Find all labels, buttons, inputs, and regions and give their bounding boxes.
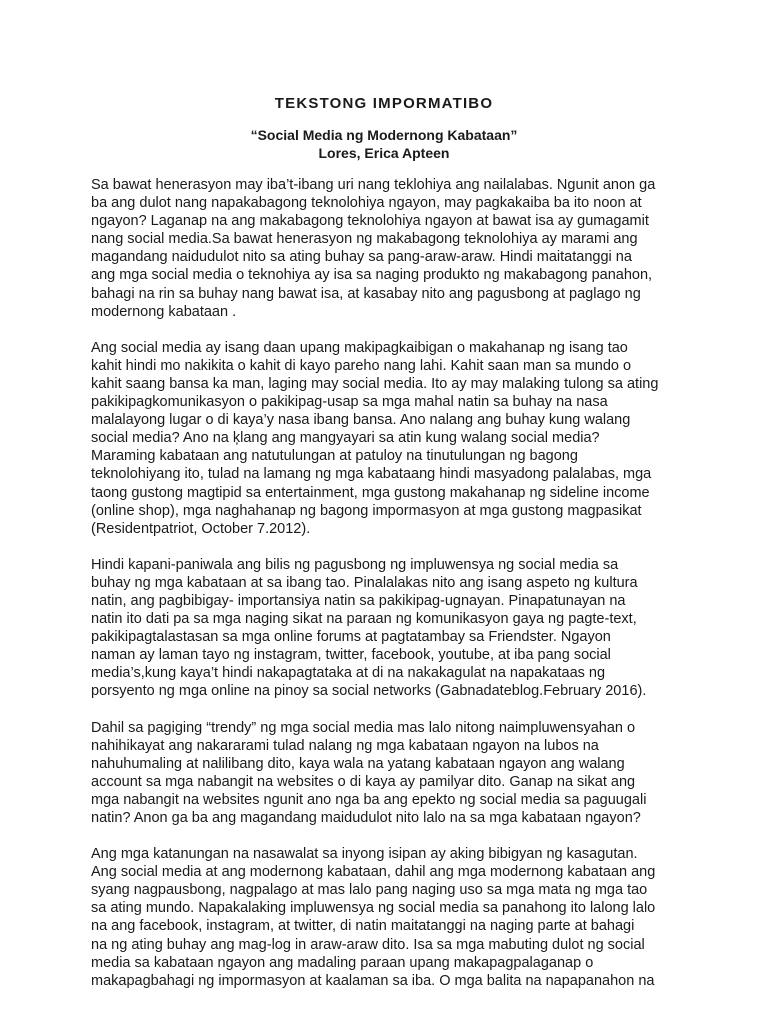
paragraph-line: teknolohiyang ito, tulad na lamang ng mga kabataang hindi masyadong palalabas, mga bbox=[91, 466, 652, 483]
document-title: TEKSTONG IMPORMATIBO bbox=[274, 95, 494, 112]
paragraph-line: malalayong lugar o di kaya’y nasa ibang bansa. Ano nalang ang buhay kung walang bbox=[91, 412, 631, 429]
paragraph-line: Hindi kapani-paniwala ang bilis ng pagusbong ng impluwensya ng social media sa bbox=[91, 556, 619, 573]
paragraph-line: (online shop), mga naghahanap ng bagong impormasyon at mga gustong magpasikat bbox=[91, 502, 642, 519]
paragraph-line: makapagbahagi ng impormasyon at kaalaman sa iba. O mga balita na napapanahon na bbox=[91, 972, 655, 989]
paragraph bbox=[91, 556, 681, 701]
paragraph-line: modernong kabataan . bbox=[91, 303, 237, 320]
paragraph-line: magandang naidudulot nito sa ating buhay sa pang-araw-araw. Hindi maitatanggi na bbox=[91, 249, 632, 266]
paragraph-line: nang social media.Sa bawat henerasyon ng makabagong teknolohiya ay marami ang bbox=[91, 231, 638, 248]
paragraph-line: Maraming kabataan ang natutulungan at patuloy na tinutulungan ng bagong bbox=[91, 448, 578, 465]
paragraph-line: nahuhumaling at nalilibang dito, kaya wala na yatang kabataan ngayon ang walang bbox=[91, 755, 625, 772]
paragraph-line: Ang social media at ang modernong kabataan, dahil ang mga modernong kabataan ang bbox=[91, 864, 656, 881]
document-subtitle: “Social Media ng Modernong Kabataan” bbox=[250, 127, 518, 143]
paragraph-line: social media? Ano na ķlang ang mangyayari sa atin kung walang social media? bbox=[91, 430, 600, 447]
paragraph-line: account sa mga nabangit na websites o di kaya ay pamilyar dito. Ganap na sikat ang bbox=[91, 773, 636, 790]
paragraph-line: natin ito dati pa sa mga naging sikat na paraan ng komunikasyon gaya ng pagte-text, bbox=[91, 611, 637, 628]
paragraph bbox=[91, 339, 681, 538]
paragraph-line: kahit saang bansa ka man, laging may social media. Ito ay may malaking tulong sa ating bbox=[91, 375, 659, 392]
paragraph bbox=[91, 845, 681, 990]
paragraph-line: ang mga social media o teknohiya ay isa sa naging produkto ng makabagong panahon, bbox=[91, 267, 653, 284]
document-author: Lores, Erica Apteen bbox=[318, 145, 450, 161]
paragraph-line: na ang facebook, instagram, at twitter, di natin maitatanggi na naging parte at bahagi bbox=[91, 918, 635, 935]
paragraph-line: Sa bawat henerasyon may iba’t-ibang uri nang teklohiya ang nailalabas. Ngunit anon ga bbox=[91, 177, 656, 193]
paragraph-line: natin, ang pagbibigay- importansiya natin sa pakikipag-ugnayan. Pinapatunayan na bbox=[91, 592, 626, 609]
paragraph-line: taong gustong magtipid sa entertainment, mga gustong makahanap ng sideline income bbox=[91, 484, 650, 501]
paragraph-line: bahagi na rin sa buhay nang bawat isa, at kasabay nito ang pagusbong at paglago ng bbox=[91, 285, 641, 302]
paragraph-line: sa ating mundo. Napakalaking impluwensya ng social media sa panahong ito lalong lalo bbox=[91, 900, 656, 917]
paragraph-line: buhay ng mga kabataan at sa ibang tao. Pinalalakas nito ang isang aspeto ng kultura bbox=[91, 574, 638, 591]
paragraph-line: pakikipagtalastasan sa mga online forums at pagtatambay sa Friendster. Ngayon bbox=[91, 629, 611, 646]
paragraph-line: porsyento ng mga online na pinoy sa social networks (Gabnadateblog.February 2016). bbox=[91, 683, 647, 700]
paragraph-line: pakikipagkomunikasyon o pakikipag-usap sa mga mahal natin sa buhay na nasa bbox=[91, 394, 608, 411]
paragraph-line: na ng ating buhay ang mag-log in araw-araw dito. Isa sa mga mabuting dulot ng social bbox=[91, 936, 645, 953]
paragraph-line: naman ay laman tayo ng instagram, twitter, facebook, youtube, at iba pang social bbox=[91, 647, 611, 664]
document-body bbox=[91, 176, 681, 1008]
paragraph-line: media’s,kung kaya’t hindi nakapagtataka at di na nakakagulat na napakataas ng bbox=[91, 665, 606, 682]
paragraph bbox=[91, 719, 681, 828]
paragraph-line: Dahil sa pagiging “trendy” ng mga social media mas lalo nitong naimpluwensyahan o bbox=[91, 719, 636, 736]
paragraph-line: Ang mga katanungan na nasawalat sa inyong isipan ay aking bibigyan ng kasagutan. bbox=[91, 846, 638, 863]
paragraph-line: natin? Anon ga ba ang magandang maidudulot nito lalo na sa mga kabataan ngayon? bbox=[91, 810, 641, 826]
paragraph-line: mga nabangit na websites ngunit ano nga ba ang epekto ng social media sa paguugali bbox=[91, 791, 647, 808]
paragraph-line: media sa kabataan ngayon ang madaling paraan upang makapagpalaganap o bbox=[91, 954, 594, 971]
paragraph bbox=[91, 176, 681, 321]
paragraph-line: Ang social media ay isang daan upang makipagkaibigan o makahanap ng isang tao bbox=[91, 339, 628, 356]
paragraph-line: syang nagpausbong, nagpalago at mas lalo pang naging uso sa mga mata ng mga tao bbox=[91, 882, 648, 899]
paragraph-line: kahit hindi mo nakikita o kahit di kayo pareho nang lahi. Kahit saan man sa mundo o bbox=[91, 357, 632, 374]
paragraph-line: ngayon? Laganap na ang makabagong teknolohiya ngayon at bawat isa ay gumagamit bbox=[91, 213, 649, 230]
paragraph-line: nahihikayat ang nakararami tulad nalang ng mga kabataan ngayon na lubos na bbox=[91, 737, 599, 754]
paragraph-line: ba ang dulot nang napakabagong teknolohiya ngayon, may pagkakaiba ba ito noon at bbox=[91, 195, 642, 212]
paragraph-line: (Residentpatriot, October 7.2012). bbox=[91, 520, 311, 537]
